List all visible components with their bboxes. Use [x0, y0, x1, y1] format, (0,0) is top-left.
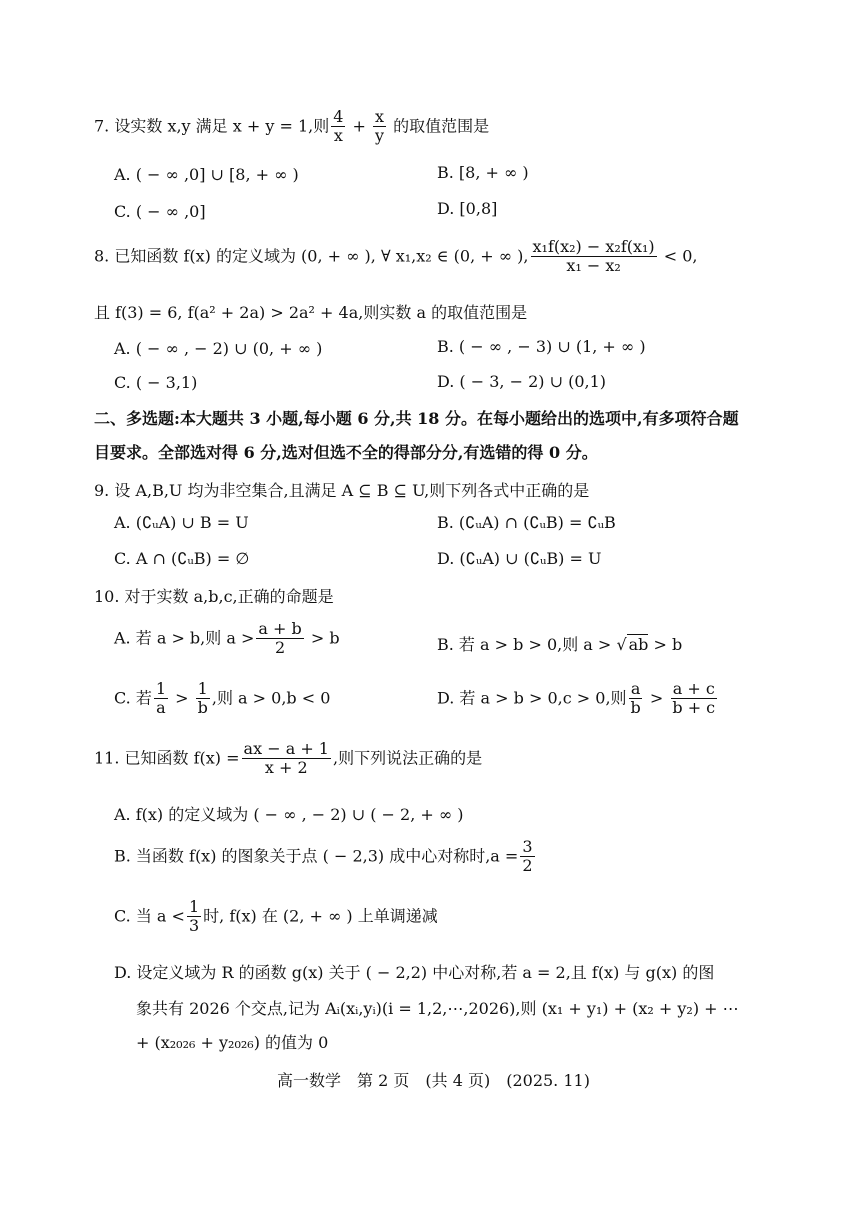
section-2-instructions: 目要求。全部选对得 6 分,选对但选不全的得部分分,有选错的得 0 分。 — [94, 443, 598, 462]
q10-a-tail: > b — [305, 628, 340, 648]
q10-b-text: B. 若 a > b > 0,则 a > — [437, 635, 617, 654]
q10-option-a — [114, 620, 340, 658]
q11-option-d-line3: + (x₂₀₂₆ + y₂₀₂₆) 的值为 0 — [136, 1033, 329, 1052]
q7-option-d: D. [0,8] — [437, 199, 498, 218]
q10-c-text: C. 若 — [114, 688, 152, 708]
q10-a-text: A. 若 a > b,则 a > — [114, 628, 255, 648]
q9-option-a: A. (∁ᵤA) ∪ B = U — [114, 513, 249, 532]
fraction-numerator: a + b — [258, 619, 302, 638]
q10-c-fraction-1 — [154, 680, 168, 718]
question-10-stem: 10. 对于实数 a,b,c,正确的命题是 — [94, 587, 334, 606]
fraction-numerator: a — [630, 679, 641, 698]
q7-option-b: B. [8, + ∞ ) — [437, 163, 529, 182]
q11-fraction — [242, 740, 331, 778]
q10-d-fraction-1 — [629, 680, 643, 718]
q10-option-c — [114, 680, 330, 718]
q9-option-c: C. A ∩ (∁ᵤB) = ∅ — [114, 549, 250, 568]
q7-stem-text: 7. 设实数 x,y 满足 x + y = 1,则 — [94, 116, 330, 136]
q10-d-mid: > — [644, 688, 669, 708]
q10-c-fraction-2 — [196, 680, 210, 718]
q8-option-c: C. ( − 3,1) — [114, 373, 198, 392]
fraction-numerator: 1 — [188, 897, 200, 916]
q8-stem-line2: 且 f(3) = 6, f(a² + 2a) > 2a² + 4a,则实数 a 的取值范围是 — [94, 303, 528, 322]
section-2-heading: 二、多选题:本大题共 3 小题,每小题 6 分,共 18 分。在每小题给出的选项中,有多项符合题 — [94, 409, 739, 428]
q11-c-tail: 时, f(x) 在 (2, + ∞ ) 上单调递减 — [203, 906, 438, 926]
q11-option-d-line2: 象共有 2026 个交点,记为 Aᵢ(xᵢ,yᵢ)(i = 1,2,⋯,2026),则 (x₁ + y₁) + (x₂ + y₂) + ⋯ — [136, 999, 739, 1018]
question-11-stem — [94, 740, 482, 778]
q7-stem-tail: 的取值范围是 — [388, 116, 490, 136]
plus-sign: + — [347, 116, 372, 136]
q11-option-a: A. f(x) 的定义域为 ( − ∞ , − 2) ∪ ( − 2, + ∞ ) — [114, 805, 464, 824]
fraction-numerator: x₁f(x₂) − x₂f(x₁) — [532, 237, 655, 256]
q11-c-fraction — [187, 898, 201, 936]
q10-d-fraction-2 — [670, 680, 717, 718]
q7-option-c: C. ( − ∞ ,0] — [114, 202, 206, 221]
q11-option-b — [114, 838, 537, 876]
q11-option-d-line1: D. 设定义域为 R 的函数 g(x) 关于 ( − 2,2) 中心对称,若 a = 2,且 f(x) 与 g(x) 的图 — [114, 963, 715, 982]
q8-option-d: D. ( − 3, − 2) ∪ (0,1) — [437, 372, 607, 391]
fraction-denominator: y — [375, 126, 385, 146]
fraction-denominator: x + 2 — [264, 758, 308, 778]
sqrt-radicand: ab — [628, 635, 649, 654]
q10-c-tail: ,则 a > 0,b < 0 — [211, 688, 331, 708]
fraction-numerator: x — [375, 107, 385, 126]
q9-option-d: D. (∁ᵤA) ∪ (∁ᵤB) = U — [437, 549, 602, 568]
q7-fraction-1 — [331, 108, 345, 146]
q11-b-text: B. 当函数 f(x) 的图象关于点 ( − 2,3) 成中心对称时,a = — [114, 846, 519, 866]
q7-option-a: A. ( − ∞ ,0] ∪ [8, + ∞ ) — [114, 165, 299, 184]
fraction-denominator: b — [197, 698, 208, 718]
q8-fraction — [531, 238, 657, 276]
fraction-denominator: x₁ − x₂ — [566, 256, 621, 276]
fraction-denominator: a — [156, 698, 166, 718]
q11-c-text: C. 当 a < — [114, 906, 185, 926]
q11-stem-text: 11. 已知函数 f(x) = — [94, 748, 240, 768]
fraction-denominator: 2 — [522, 856, 533, 876]
q9-option-b: B. (∁ᵤA) ∩ (∁ᵤB) = ∁ᵤB — [437, 513, 616, 532]
fraction-denominator: b + c — [672, 698, 716, 718]
q10-d-text: D. 若 a > b > 0,c > 0,则 — [437, 688, 627, 708]
q11-stem-tail: ,则下列说法正确的是 — [332, 748, 483, 768]
fraction-numerator: ax − a + 1 — [243, 739, 329, 758]
question-9-stem: 9. 设 A,B,U 均为非空集合,且满足 A ⊆ B ⊆ U,则下列各式中正确的是 — [94, 481, 590, 500]
q8-stem-tail: < 0, — [658, 246, 698, 266]
fraction-numerator: a + c — [672, 679, 715, 698]
q11-option-c — [114, 898, 438, 936]
q7-fraction-2 — [373, 108, 386, 146]
q8-stem-text: 8. 已知函数 f(x) 的定义域为 (0, + ∞ ), ∀ x₁,x₂ ∈ (0, + ∞ ), — [94, 246, 529, 266]
q11-b-fraction — [520, 838, 534, 876]
q8-option-a: A. ( − ∞ , − 2) ∪ (0, + ∞ ) — [114, 339, 323, 358]
q10-c-mid: > — [170, 688, 194, 708]
question-8-stem — [94, 238, 698, 276]
question-7-stem — [94, 108, 489, 146]
q10-a-fraction — [256, 620, 303, 658]
q10-b-tail: > b — [648, 635, 683, 654]
fraction-denominator: 3 — [188, 916, 200, 936]
fraction-numerator: 4 — [333, 107, 344, 126]
q8-option-b: B. ( − ∞ , − 3) ∪ (1, + ∞ ) — [437, 337, 646, 356]
fraction-denominator: x — [333, 126, 343, 146]
fraction-denominator: b — [630, 698, 641, 718]
q10-option-d — [437, 680, 719, 718]
fraction-numerator: 3 — [522, 837, 533, 856]
sqrt-icon: √ — [616, 635, 627, 654]
page-footer: 高一数学 第 2 页 (共 4 页) (2025. 11) — [277, 1071, 590, 1090]
fraction-denominator: 2 — [274, 638, 286, 658]
q10-option-b — [437, 632, 682, 655]
fraction-numerator: 1 — [155, 679, 167, 698]
fraction-numerator: 1 — [197, 679, 208, 698]
